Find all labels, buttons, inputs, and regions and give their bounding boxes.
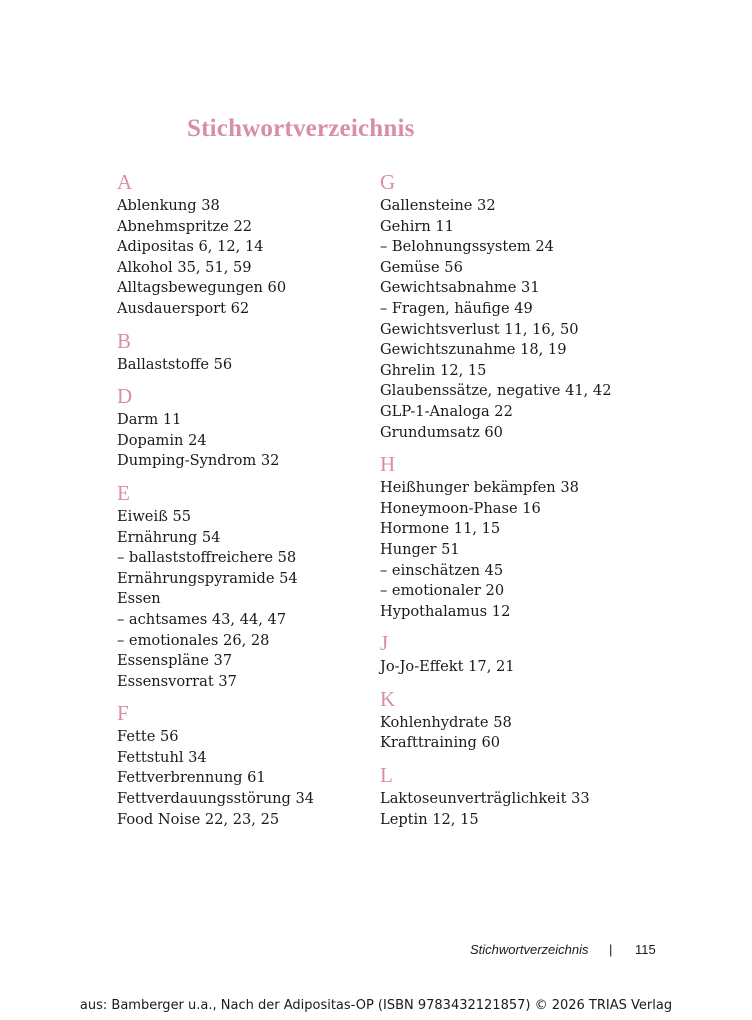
- section-letter: G: [380, 170, 396, 194]
- index-entry: Hormone 11, 15: [380, 520, 501, 538]
- section-letter: H: [380, 452, 396, 477]
- index-entry: Dumping-Syndrom 32: [117, 452, 280, 470]
- index-entry: – emotionales 26, 28: [117, 631, 270, 649]
- page-number: 115: [635, 942, 656, 957]
- index-entry: Gewichtsverlust 11, 16, 50: [380, 320, 579, 338]
- index-entry: Laktoseunverträglichkeit 33: [380, 790, 590, 808]
- letter-group-g: [380, 170, 670, 443]
- index-entry: Darm 11: [117, 411, 182, 429]
- index-entry: Grundumsatz 60: [380, 423, 503, 441]
- section-letter: F: [117, 701, 129, 726]
- letter-group-l: [380, 763, 670, 830]
- index-entry: Fettstuhl 34: [117, 748, 207, 766]
- index-entry: Gemüse 56: [380, 258, 463, 276]
- index-entry: Krafttraining 60: [380, 734, 501, 752]
- index-entry: Ausdauersport 62: [117, 299, 250, 317]
- footer-separator: |: [609, 942, 613, 957]
- index-entry: – ballaststoffreichere 58: [117, 549, 297, 567]
- index-entry: Ablenkung 38: [117, 197, 220, 214]
- index-entry: – emotionaler 20: [380, 582, 505, 600]
- index-entry: – Belohnungssystem 24: [380, 238, 554, 256]
- index-entry: Abnehmspritze 22: [117, 217, 253, 235]
- index-entry: – Fragen, häufige 49: [380, 299, 533, 317]
- index-entry: GLP-1-Analoga 22: [380, 402, 513, 420]
- index-entry: Fettverbrennung 61: [117, 769, 266, 787]
- index-entry: Adipositas 6, 12, 14: [117, 238, 264, 256]
- index-entry: Food Noise 22, 23, 25: [117, 810, 280, 828]
- index-entry: Fettverdauungsstörung 34: [117, 790, 315, 808]
- index-column-right: [380, 170, 670, 839]
- page-title: Stichwortverzeichnis: [187, 115, 415, 142]
- source-line: aus: Bamberger u.a., Nach der Adipositas-OP (ISBN 9783432121857) © 2026 TRIAS Verlag: [79, 998, 673, 1013]
- letter-group-a: [117, 170, 367, 320]
- section-letter: D: [117, 384, 133, 409]
- index-entry: Gehirn 11: [380, 217, 454, 235]
- index-entry: Jo-Jo-Effekt 17, 21: [380, 658, 515, 676]
- index-entry: – einschätzen 45: [380, 561, 504, 579]
- index-entry: Gewichtsabnahme 31: [380, 279, 540, 297]
- section-letter: L: [380, 763, 393, 788]
- index-entry: Eiweiß 55: [117, 507, 192, 525]
- letter-group-f: [117, 701, 367, 830]
- index-entry: Ballaststoffe 56: [117, 355, 233, 373]
- index-entry: Essensvorrat 37: [117, 672, 237, 690]
- footer-section-title: Stichwortverzeichnis: [470, 942, 589, 957]
- index-entry: Alkohol 35, 51, 59: [117, 258, 252, 276]
- index-entry: Ghrelin 12, 15: [380, 361, 487, 379]
- section-letter: E: [117, 480, 130, 505]
- index-entry: Hunger 51: [380, 540, 460, 558]
- index-column-left: [117, 170, 367, 839]
- section-letter: J: [380, 631, 389, 656]
- index-entry: Essenspläne 37: [117, 652, 233, 670]
- index-entry: Gallensteine 32: [380, 197, 496, 214]
- index-entry: Dopamin 24: [117, 431, 207, 449]
- index-entry: Alltagsbewegungen 60: [117, 279, 287, 297]
- letter-group-b: [117, 329, 367, 376]
- index-entry: Honeymoon-Phase 16: [380, 499, 541, 517]
- index-entry: Ernährung 54: [117, 528, 221, 546]
- section-letter: K: [380, 686, 396, 711]
- index-entry: Glaubenssätze, negative 41, 42: [380, 382, 612, 400]
- letter-group-e: [117, 481, 367, 692]
- running-footer: [470, 942, 656, 957]
- index-entry: Ernährungspyramide 54: [117, 569, 298, 587]
- letter-group-d: [117, 384, 367, 472]
- section-letter: A: [117, 170, 133, 194]
- letter-group-h: [380, 452, 670, 622]
- index-entry: Hypothalamus 12: [380, 602, 511, 620]
- letter-group-k: [380, 687, 670, 754]
- index-entry: Fette 56: [117, 728, 179, 746]
- index-entry: Essen: [117, 590, 161, 608]
- index-entry: Leptin 12, 15: [380, 810, 479, 828]
- index-entry: Gewichtszunahme 18, 19: [380, 341, 567, 359]
- index-entry: Heißhunger bekämpfen 38: [380, 479, 579, 497]
- index-entry: – achtsames 43, 44, 47: [117, 610, 287, 628]
- index-entry: Kohlenhydrate 58: [380, 713, 512, 731]
- section-letter: B: [117, 328, 132, 353]
- letter-group-j: [380, 631, 670, 678]
